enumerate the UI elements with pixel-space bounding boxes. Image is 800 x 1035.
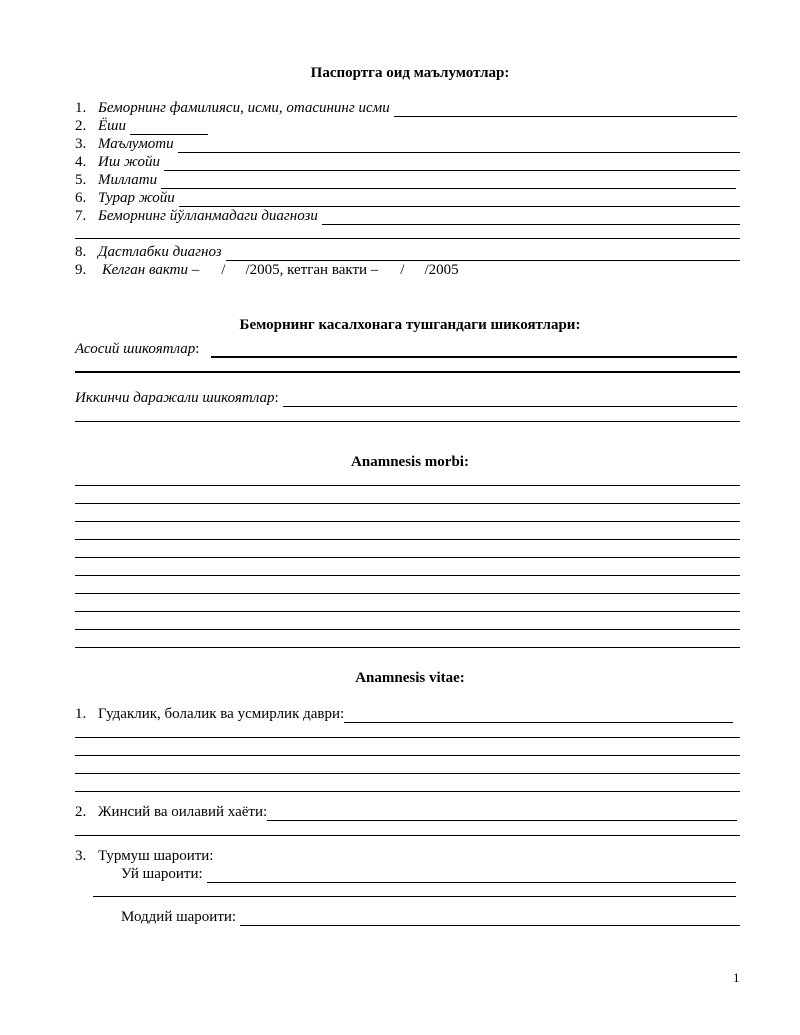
fill-line <box>226 247 740 261</box>
morbi-line[interactable] <box>75 647 740 648</box>
fill-line <box>267 807 737 821</box>
living-conditions <box>75 847 213 865</box>
field-fullname[interactable] <box>75 99 737 117</box>
fill-line-extra[interactable] <box>75 238 740 239</box>
fill-line <box>240 912 740 926</box>
arrival-year-and-departure-label: /2005, кетган вакти – <box>245 262 379 278</box>
item-number: 1. <box>75 706 87 722</box>
anamnesis-morbi-heading: Anamnesis morbi: <box>351 454 469 470</box>
field-initial-diagnosis[interactable] <box>75 243 740 261</box>
field-home-conditions[interactable] <box>121 865 736 883</box>
item-number: 2. <box>75 804 87 820</box>
field-age[interactable] <box>75 117 208 135</box>
fill-line <box>394 103 737 117</box>
fill-line-extra[interactable] <box>75 421 740 422</box>
field-label: Беморнинг йўлланмадаги диагнози <box>98 208 318 224</box>
field-label: Маълумоти <box>98 136 174 152</box>
passport-heading: Паспортга оид маълумотлар: <box>310 65 510 81</box>
vitae-line[interactable] <box>93 896 736 897</box>
morbi-line[interactable] <box>75 539 740 540</box>
date-separator: / <box>400 262 405 278</box>
field-label: Моддий шароити: <box>121 909 237 925</box>
field-family-life[interactable] <box>75 803 737 821</box>
morbi-line[interactable] <box>75 485 740 486</box>
field-label: Асосий шикоятлар <box>75 341 196 357</box>
morbi-line[interactable] <box>75 521 740 522</box>
vitae-line[interactable] <box>75 755 740 756</box>
colon: : <box>274 390 279 406</box>
fill-line <box>161 175 736 189</box>
field-main-complaints[interactable] <box>75 340 737 358</box>
fill-line <box>207 869 736 883</box>
field-label: Иш жойи <box>98 154 160 170</box>
item-number: 2. <box>75 118 87 134</box>
page-number: 1 <box>733 970 740 985</box>
fill-line <box>211 343 737 358</box>
field-nationality[interactable] <box>75 171 736 189</box>
anamnesis-vitae-heading: Anamnesis vitae: <box>355 670 465 686</box>
item-number: 3. <box>75 136 87 152</box>
morbi-line[interactable] <box>75 611 740 612</box>
departure-year: /2005 <box>424 262 459 278</box>
fill-line <box>178 139 740 153</box>
field-label: Турар жойи <box>98 190 175 206</box>
item-number: 9. <box>75 262 87 278</box>
field-label: Турмуш шароити: <box>98 848 214 864</box>
complaints-heading: Беморнинг касалхонага тушгандаги шикоятлари: <box>239 317 581 333</box>
field-education[interactable] <box>75 135 740 153</box>
fill-line <box>283 393 737 407</box>
date-separator: / <box>221 262 226 278</box>
item-number: 3. <box>75 848 87 864</box>
morbi-line[interactable] <box>75 629 740 630</box>
field-label: Миллати <box>98 172 158 188</box>
field-childhood[interactable] <box>75 705 733 723</box>
vitae-line[interactable] <box>75 737 740 738</box>
field-dates[interactable] <box>75 261 459 279</box>
morbi-line[interactable] <box>75 593 740 594</box>
item-number: 7. <box>75 208 87 224</box>
field-label: Жинсий ва оилавий хаёти: <box>98 804 268 820</box>
item-number: 5. <box>75 172 87 188</box>
field-label: Уй шароити: <box>121 866 203 882</box>
field-secondary-complaints[interactable] <box>75 389 737 407</box>
fill-line <box>130 121 208 135</box>
colon: : <box>195 341 200 357</box>
morbi-line[interactable] <box>75 575 740 576</box>
morbi-line[interactable] <box>75 557 740 558</box>
item-number: 1. <box>75 100 87 116</box>
vitae-line[interactable] <box>75 791 740 792</box>
vitae-line[interactable] <box>75 835 740 836</box>
field-referral-diagnosis[interactable] <box>75 207 740 225</box>
item-number: 8. <box>75 244 87 260</box>
field-label: Беморнинг фамилияси, исми, отасининг исми <box>98 100 390 116</box>
fill-line <box>164 157 740 171</box>
field-label: Дастлабки диагноз <box>98 244 222 260</box>
fill-line-extra[interactable] <box>75 371 740 373</box>
fill-line <box>179 193 740 207</box>
field-workplace[interactable] <box>75 153 740 171</box>
field-label: Ёши <box>98 118 126 134</box>
item-number: 4. <box>75 154 87 170</box>
fill-line <box>344 709 733 723</box>
vitae-line[interactable] <box>75 773 740 774</box>
fill-line <box>322 211 740 225</box>
morbi-line[interactable] <box>75 503 740 504</box>
field-label: Иккинчи даражали шикоятлар <box>75 390 275 406</box>
field-label: Гудаклик, болалик ва усмирлик даври: <box>98 706 345 722</box>
field-residence[interactable] <box>75 189 740 207</box>
field-material-conditions[interactable] <box>121 908 740 926</box>
item-number: 6. <box>75 190 87 206</box>
arrival-label: Келган вакти – <box>102 262 200 278</box>
